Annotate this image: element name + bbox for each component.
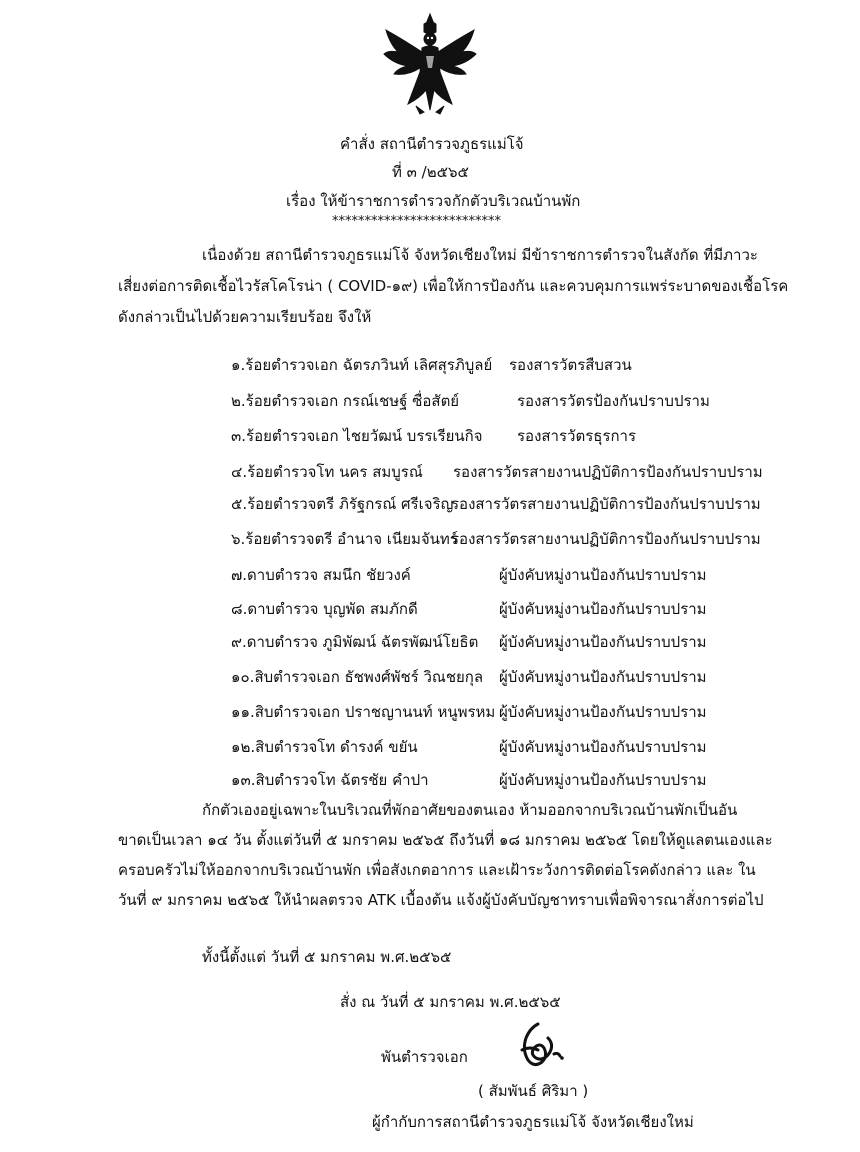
officer-position: รองสารวัตรสายงานปฏิบัติการป้องกันปราบปราม [453,463,763,481]
officer-item-5 [231,489,761,519]
officer-name: ๕.ร้อยตำรวจตรี ภิรัฐกรณ์ ศรีเจริญ [231,495,454,513]
officer-name: ๗.ดาบตำรวจ สมนึก ชัยวงค์ [231,566,411,584]
subject-line: เรื่อง ให้ข้าราชการตำรวจกักตัวบริเวณบ้านพัก [286,192,581,210]
officer-item-13 [231,765,707,795]
signature-name: ( สัมพันธ์ ศิริมา ) [478,1082,589,1100]
officer-item-12 [231,732,707,762]
officer-item-7 [231,560,707,590]
signature-title: ผู้กำกับการสถานีตำรวจภูธรแม่โจ้ จังหวัดเชียงใหม่ [372,1113,694,1131]
intro-line-2: เสี่ยงต่อการติดเชื้อไวรัสโคโรน่า ( COVID-๑๙) เพื่อให้การป้องกัน และควบคุมการแพร่ระบาดของเชื้อโรค [118,277,789,295]
officer-position: ผู้บังคับหมู่งานป้องกันปราบปราม [499,566,707,584]
intro-line-3: ดังกล่าวเป็นไปด้วยความเรียบร้อย จึงให้ [118,308,372,326]
officer-name: ๑๐.สิบตำรวจเอก ธัชพงศ์พัชร์ วิณชยกุล [231,668,484,686]
officer-name: ๒.ร้อยตำรวจเอก กรณ์เชษฐ์ ซื่อสัตย์ [231,392,460,410]
officer-name: ๑๒.สิบตำรวจโท ดำรงค์ ขยัน [231,738,418,756]
instruction-line-1: กักตัวเองอยู่เฉพาะในบริเวณที่พักอาศัยของตนเอง ห้ามออกจากบริเวณบ้านพักเป็นอัน [202,801,738,819]
signature-rank: พันตำรวจเอก [381,1048,468,1066]
instruction-line-2: ขาดเป็นเวลา ๑๔ วัน ตั้งแต่วันที่ ๕ มกราคม ๒๕๖๕ ถึงวันที่ ๑๘ มกราคม ๒๕๖๕ โดยให้ดูแลตนเองและ [118,831,773,849]
officer-position: รองสารวัตรป้องกันปราบปราม [517,392,710,410]
officer-position: ผู้บังคับหมู่งานป้องกันปราบปราม [499,703,707,721]
officer-name: ๔.ร้อยตำรวจโท นคร สมบูรณ์ [231,463,423,481]
instruction-paragraph [118,795,773,915]
officer-item-8 [231,594,707,624]
officer-name: ๑๓.สิบตำรวจโท ฉัตรชัย คำปา [231,771,429,789]
officer-position: ผู้บังคับหมู่งานป้องกันปราบปราม [499,668,707,686]
officer-position: รองสารวัตรสืบสวน [509,356,632,374]
officer-name: ๓.ร้อยตำรวจเอก ไชยวัฒน์ บรรเรียนกิจ [231,427,483,445]
instruction-line-3: ครอบครัวไม่ให้ออกจากบริเวณบ้านพัก เพื่อสังเกตอาการ และเฝ้าระวังการติดต่อโรคดังกล่าว และ ใน [118,861,756,879]
garuda-emblem-icon [380,10,480,120]
effective-date: ทั้งนี้ตั้งแต่ วันที่ ๕ มกราคม พ.ศ.๒๕๖๕ [202,948,452,966]
intro-paragraph [118,240,789,333]
instruction-line-4: วันที่ ๙ มกราคม ๒๕๖๕ ให้นำผลตรวจ ATK เบื้องต้น แจ้งผู้บังคับบัญชาทราบเพื่อพิจารณาสั่งการต่อไป [118,891,764,909]
officer-item-6 [231,524,761,554]
officer-position: ผู้บังคับหมู่งานป้องกันปราบปราม [499,771,707,789]
officer-name: ๙.ดาบตำรวจ ภูมิพัฒน์ ฉัตรพัฒน์โยธิต [231,633,479,651]
officer-name: ๖.ร้อยตำรวจตรี อำนาจ เนียมจันทร์ [231,530,458,548]
officer-item-1 [231,350,632,380]
officer-position: รองสารวัตรสายงานปฏิบัติการป้องกันปราบปราม [451,495,761,513]
ordered-date: สั่ง ณ วันที่ ๕ มกราคม พ.ศ.๒๕๖๕ [340,993,561,1011]
order-title: คำสั่ง สถานีตำรวจภูธรแม่โจ้ [340,135,524,153]
officer-name: ๘.ดาบตำรวจ บุญพัด สมภักดี [231,600,418,618]
signature-mark-icon [508,1020,566,1074]
officer-item-10 [231,662,707,692]
officer-item-9 [231,627,707,657]
officer-position: รองสารวัตรธุรการ [517,427,637,445]
officer-item-11 [231,697,707,727]
intro-line-1: เนื่องด้วย สถานีตำรวจภูธรแม่โจ้ จังหวัดเชียงใหม่ มีข้าราชการตำรวจในสังกัด ที่มีภาวะ [202,246,758,264]
officer-item-2 [231,386,710,416]
separator-line: ************************** [332,214,501,229]
officer-position: ผู้บังคับหมู่งานป้องกันปราบปราม [499,600,707,618]
order-number: ที่ ๓ /๒๕๖๕ [392,163,469,181]
officer-position: ผู้บังคับหมู่งานป้องกันปราบปราม [499,633,707,651]
officer-name: ๑.ร้อยตำรวจเอก ฉัตรภวินท์ เลิศสุรภิบูลย์ [231,356,493,374]
officer-name: ๑๑.สิบตำรวจเอก ปราชญานนท์ หนูพรหม [231,703,496,721]
officer-position: รองสารวัตรสายงานปฏิบัติการป้องกันปราบปราม [451,530,761,548]
officer-position: ผู้บังคับหมู่งานป้องกันปราบปราม [499,738,707,756]
officer-item-4 [231,457,763,487]
officer-item-3 [231,421,636,451]
